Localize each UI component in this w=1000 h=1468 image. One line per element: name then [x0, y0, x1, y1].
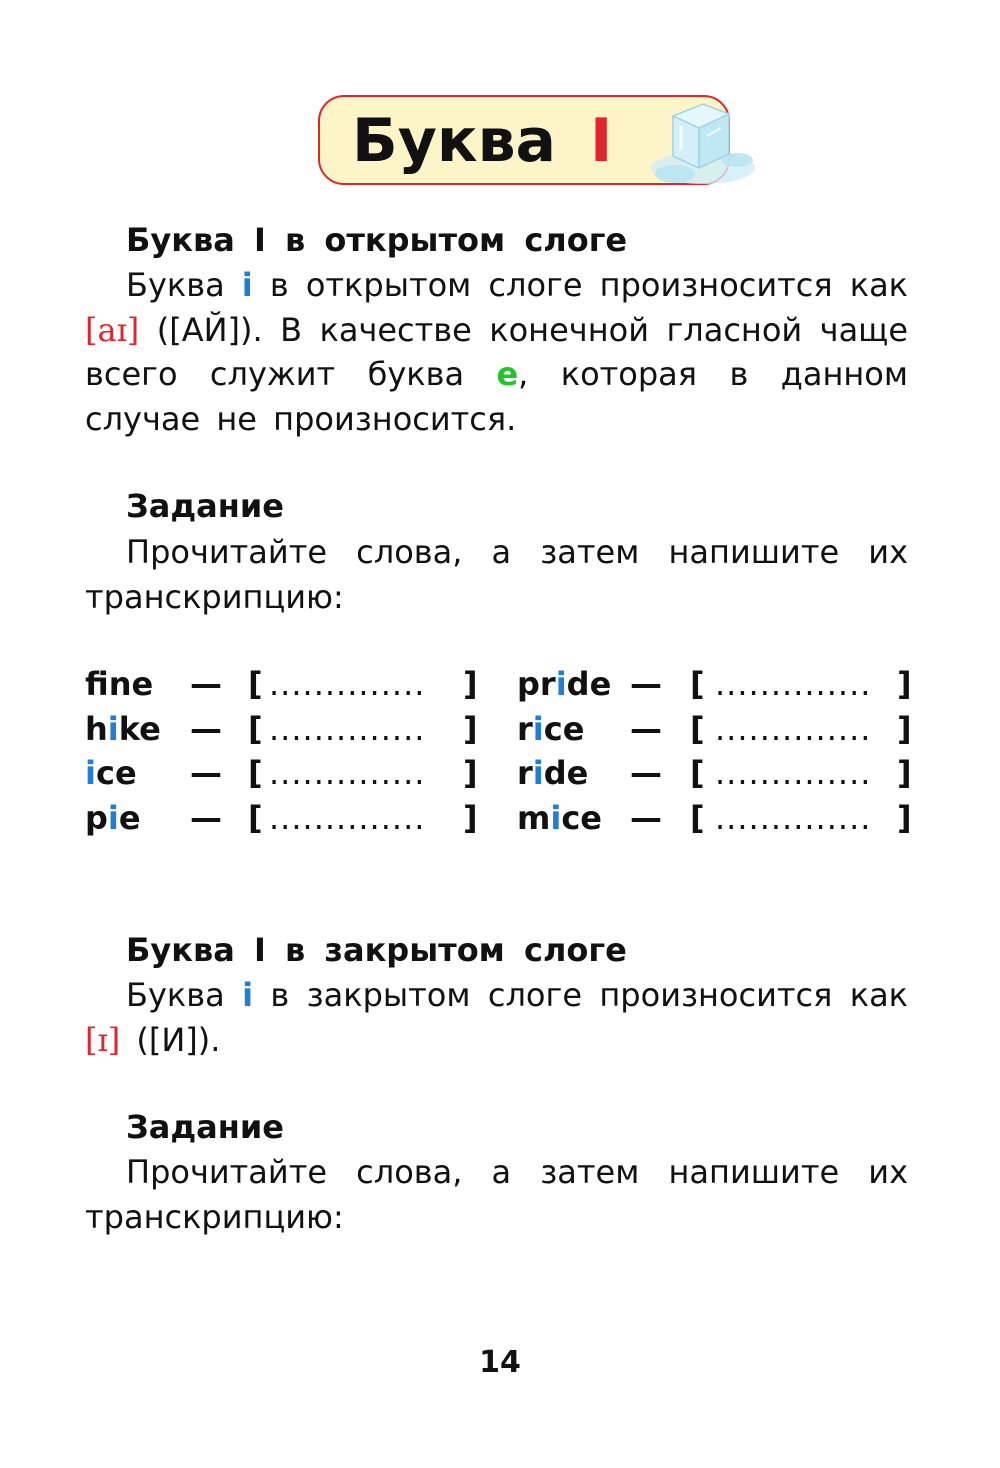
- word-list: [85, 662, 915, 840]
- transcription-blank[interactable]: ..............: [269, 798, 426, 837]
- dash: —: [190, 709, 222, 748]
- close-bracket: ]: [897, 665, 912, 703]
- text-fragment: в закрытом слоге произносится как: [253, 976, 909, 1014]
- highlight-letter-e: e: [496, 355, 519, 393]
- open-bracket: [: [690, 754, 705, 792]
- ice-cube-icon: [645, 98, 760, 190]
- text-fragment: Буква: [126, 266, 242, 304]
- open-bracket: [: [690, 798, 705, 837]
- word-ride: ride: [517, 754, 589, 792]
- dash: —: [190, 665, 222, 703]
- paragraph-open-syllable: [85, 263, 908, 441]
- open-bracket: [: [248, 754, 263, 792]
- word-row: [85, 707, 915, 752]
- transcription-i: [ɪ]: [85, 1020, 121, 1059]
- transcription-blank[interactable]: ..............: [715, 709, 872, 748]
- title-word: Буква: [352, 106, 557, 176]
- close-bracket: ]: [463, 798, 478, 837]
- word-row: [85, 796, 915, 841]
- word-row: [85, 751, 915, 796]
- dash: —: [630, 709, 662, 748]
- dash: —: [190, 798, 222, 837]
- close-bracket: ]: [897, 754, 912, 792]
- dash: —: [190, 754, 222, 792]
- text-fragment: Буква: [126, 976, 243, 1014]
- transcription-blank[interactable]: ..............: [715, 798, 872, 837]
- open-bracket: [: [690, 709, 705, 748]
- open-bracket: [: [690, 665, 705, 703]
- word-row: [85, 662, 915, 707]
- task-heading-2: Задание: [126, 1108, 284, 1146]
- open-bracket: [: [248, 709, 263, 748]
- section-heading-closed-syllable: Буква I в закрытом слоге: [126, 931, 627, 969]
- text-fragment: ([АЙ]). В качестве конечной гласной чаще всего служит буква: [85, 310, 908, 393]
- task-text-2: Прочитайте слова, а затем напишите их транскрипцию:: [85, 1153, 908, 1236]
- task-heading-1: Задание: [126, 487, 284, 525]
- page-number: 14: [479, 1345, 521, 1380]
- word-mice: mice: [517, 798, 602, 837]
- word-pie: pie: [85, 798, 141, 837]
- title-letter: I: [590, 106, 613, 176]
- close-bracket: ]: [463, 754, 478, 792]
- close-bracket: ]: [463, 709, 478, 748]
- transcription-blank[interactable]: ..............: [715, 754, 872, 792]
- close-bracket: ]: [897, 709, 912, 748]
- word-ice: ice: [85, 754, 137, 792]
- dash: —: [630, 665, 662, 703]
- word-pride: pride: [517, 665, 612, 703]
- transcription-ai: [aɪ]: [85, 310, 140, 349]
- page-title: [352, 105, 612, 177]
- dash: —: [630, 798, 662, 837]
- close-bracket: ]: [897, 798, 912, 837]
- transcription-blank[interactable]: ..............: [269, 709, 426, 748]
- section-heading-open-syllable: Буква I в открытом слоге: [126, 221, 628, 259]
- close-bracket: ]: [463, 665, 478, 703]
- transcription-blank[interactable]: ..............: [269, 754, 426, 792]
- highlight-letter-i: i: [241, 266, 253, 304]
- transcription-blank[interactable]: ..............: [269, 665, 426, 703]
- paragraph-closed-syllable: [85, 973, 908, 1062]
- task-text-1: Прочитайте слова, а затем напишите их транскрипцию:: [85, 533, 908, 616]
- word-fine: fne: [85, 665, 154, 703]
- highlight-letter-i: i: [242, 976, 254, 1014]
- text-fragment: ([И]).: [120, 1020, 221, 1059]
- open-bracket: [: [248, 665, 263, 703]
- open-bracket: [: [248, 798, 263, 837]
- word-rice: rice: [517, 709, 585, 748]
- transcription-blank[interactable]: ..............: [715, 665, 872, 703]
- dash: —: [630, 754, 662, 792]
- text-fragment: в открытом слоге произносится как: [252, 266, 909, 304]
- word-hike: hike: [85, 709, 161, 748]
- text-fragment: , которая в данном случае не произносится.: [85, 355, 909, 438]
